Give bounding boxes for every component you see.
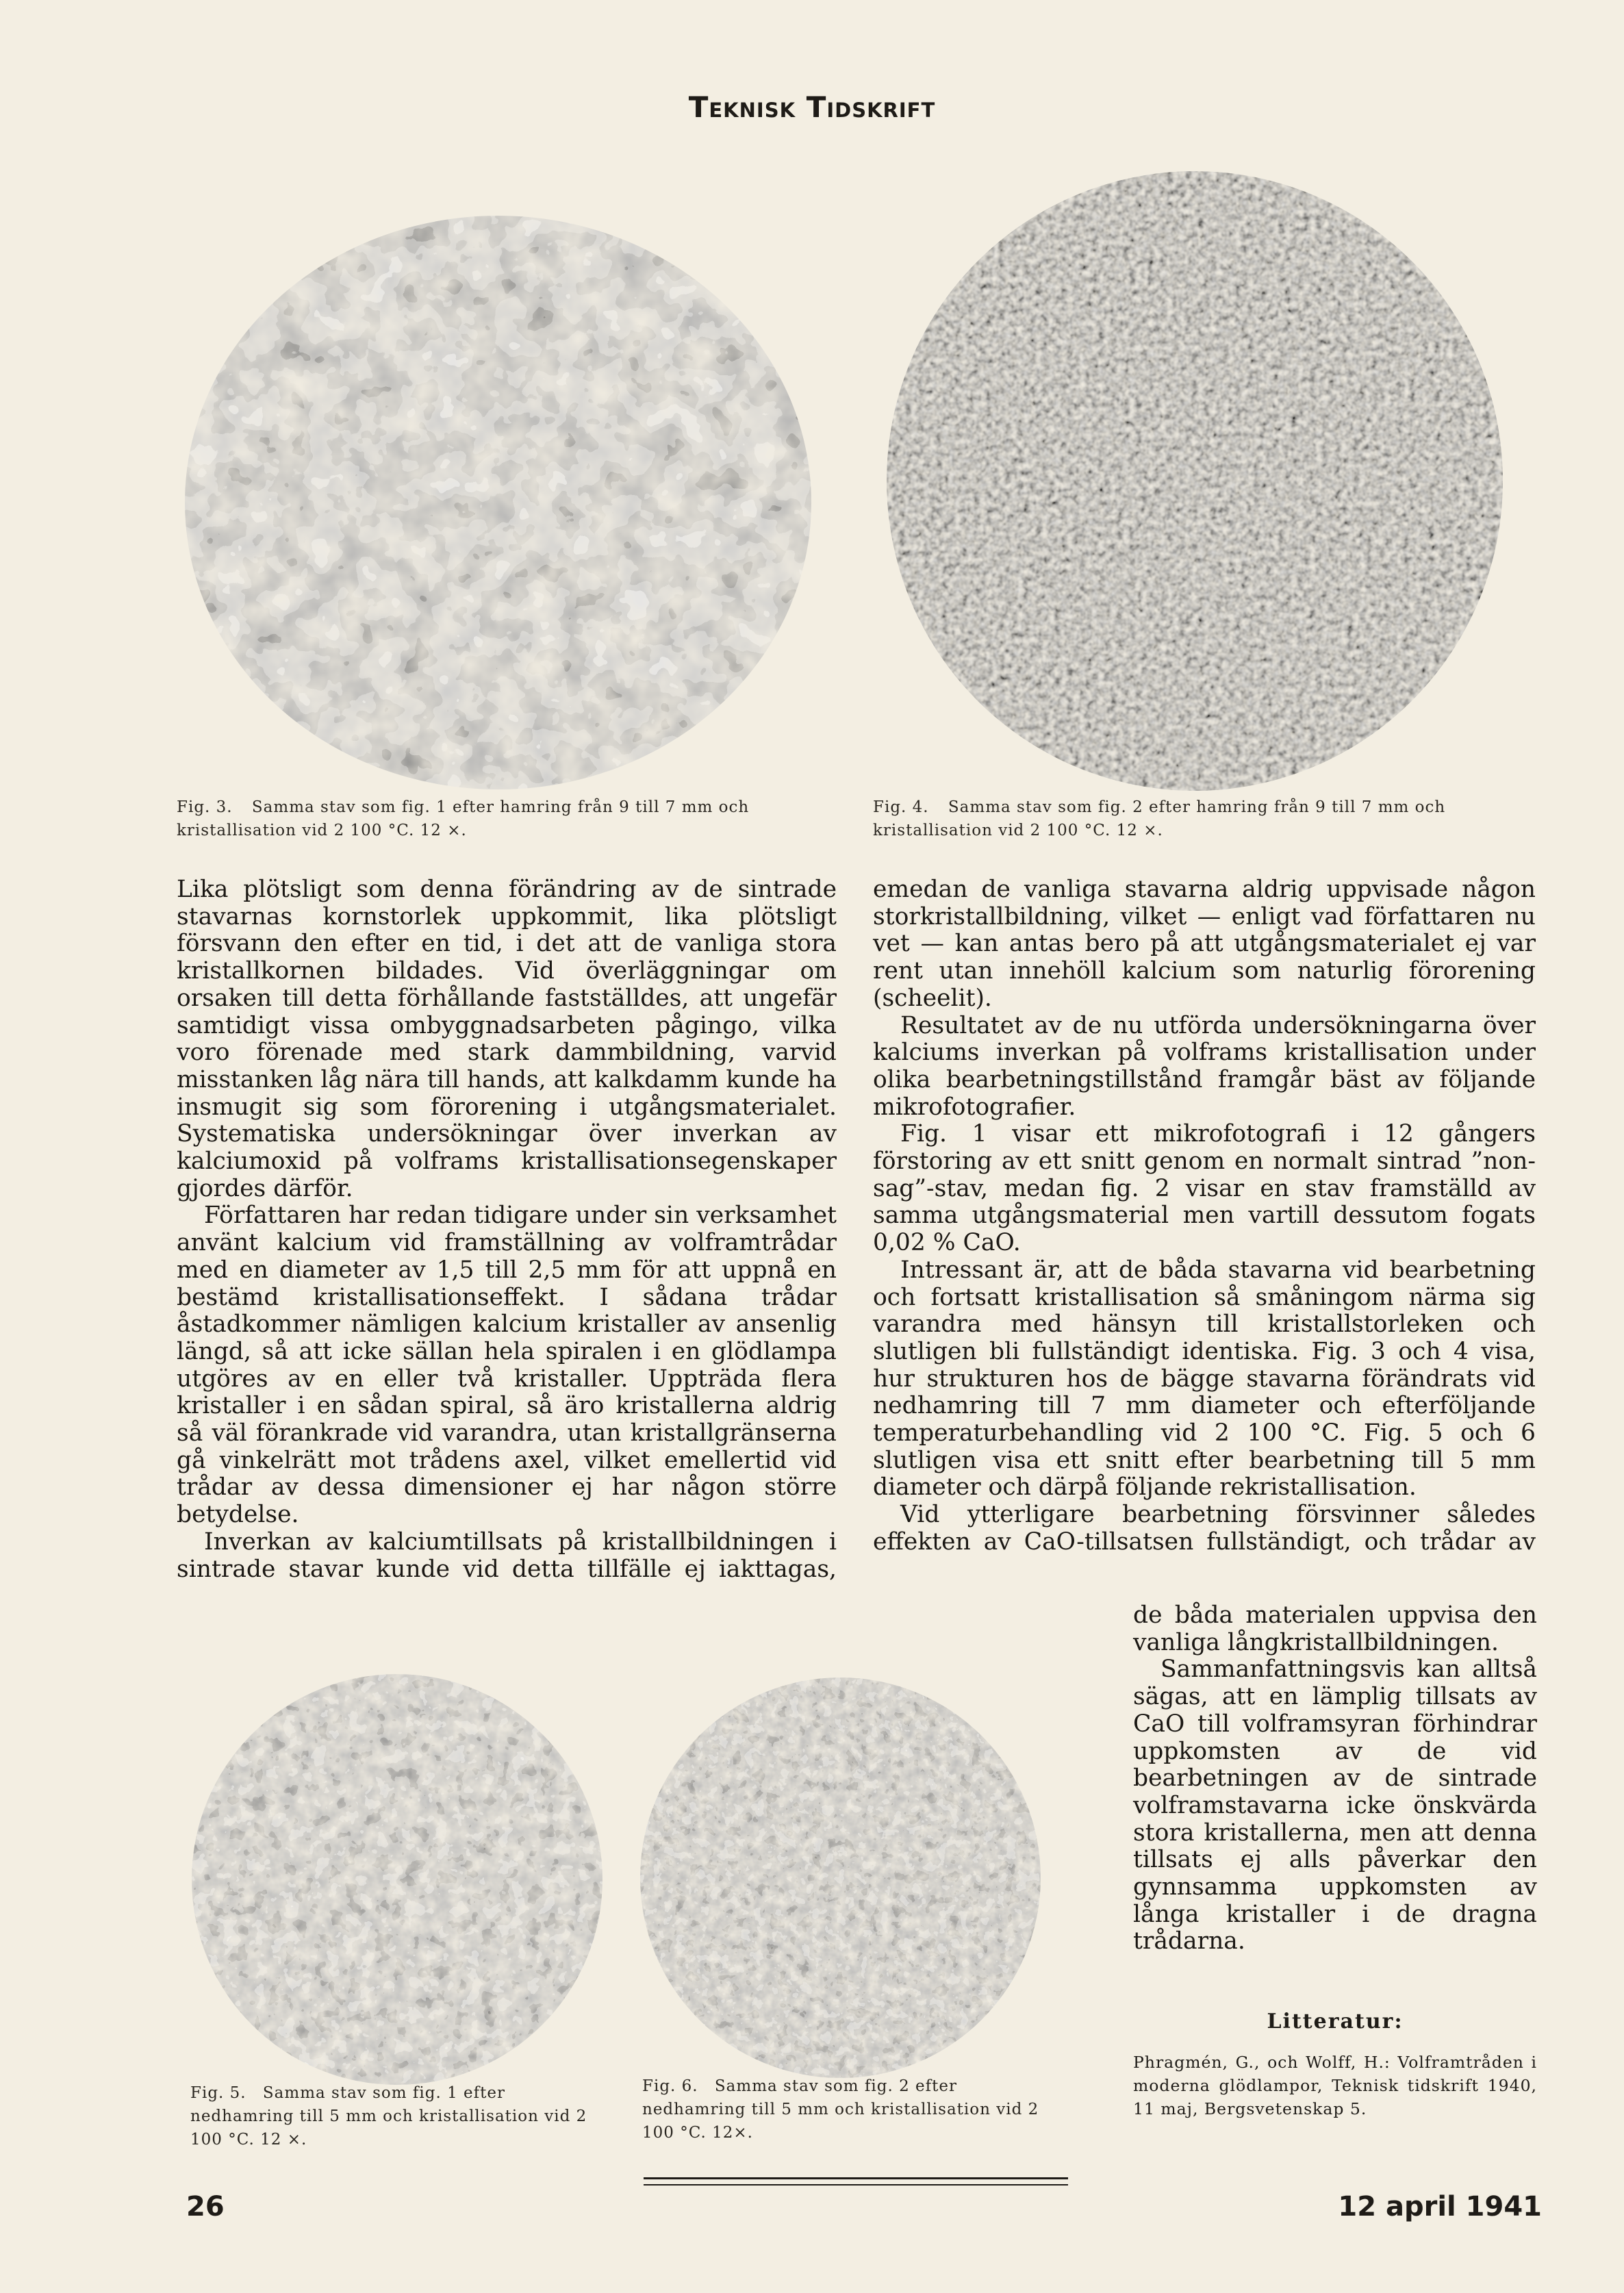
body-narrow-column <box>1133 1602 1537 1955</box>
paragraph: Författaren har redan tidigare under sin verksamhet använt kalcium vid framställning av volframtrådar med en diameter av 1,5 till 2,5 mm för att uppnå en bestämd kristallisationseffekt. I sådana trådar åstadkommer nämligen kalcium kristaller av ansenlig längd, så att icke sällan hela spiralen i en glödlampa utgöres av en eller två kristaller. Uppträda flera kristaller i en sådan spiral, så äro kristallerna aldrig så väl förankrade vid varandra, utan kristallgränserna gå vinkelrätt mot trådens axel, vilket emellertid vid trådar av dessa dimensioner ej har någon större betydelse. <box>177 1202 837 1529</box>
footer-rule <box>644 2184 1068 2186</box>
paragraph: Inverkan av kalciumtillsats på kristallbildningen i sintrade stavar kunde vid detta tillfälle ej iakttagas, <box>177 1528 837 1583</box>
caption-text: Samma stav som fig. 2 efter nedhamring till 5 mm och kristallisation vid 2 100 °C. 12×. <box>642 2077 1039 2142</box>
paragraph: Resultatet av de nu utförda undersökningarna över kalciums inverkan på volframs kristallisation under olika bearbetningstillstånd framgår bäst av följande mikrofotografier. <box>873 1011 1536 1121</box>
figure-4-micrograph <box>887 171 1503 791</box>
paragraph: Sammanfattningsvis kan alltså sägas, att en lämplig tillsats av CaO till volframsyran förhindrar uppkomsten av de vid bearbetningen av de sintrade volframstavarna icke önskvärda stora kristallerna, men att denna tillsats ej alls påverkar den gynnsamma uppkomsten av långa kristaller i de dragna trådarna. <box>1133 1656 1537 1955</box>
figure-6-caption <box>642 2075 1060 2144</box>
paragraph: Vid ytterligare bearbetning försvinner således effekten av CaO-tillsatsen fullständigt, och trådar av <box>873 1501 1536 1556</box>
journal-title: Teknisk Tidskrift <box>688 90 936 124</box>
paragraph: Intressant är, att de båda stavarna vid bearbetning och fortsatt kristallisation så småningom närma sig varandra med hänsyn till kristallstorleken och slutligen bli fullständigt identiska. Fig. 3 och 4 visa, hur strukturen hos de bägge stavarna förändrats vid nedhamring till 7 mm diameter och efterföljande temperaturbehandling vid 2 100 °C. Fig. 5 och 6 slutligen visa ett snitt efter bearbetning till 5 mm diameter och därpå följande rekristallisation. <box>873 1256 1536 1502</box>
literature-reference: Phragmén, G., och Wolff, H.: Volframtråden i moderna glödlampor, Teknisk tidskrift 1940, 11 maj, Bergsvetenskap 5. <box>1133 2053 1537 2118</box>
figure-label: Fig. 6. <box>642 2077 698 2095</box>
paragraph: emedan de vanliga stavarna aldrig uppvisade någon storkristallbildning, vilket — enligt vad författaren nu vet — kan antas bero på att utgångsmaterialet ej var rent utan innehöll kalcium som naturlig förorening (scheelit). <box>873 876 1536 1012</box>
figure-label: Fig. 5. <box>190 2084 246 2102</box>
caption-text: Samma stav som fig. 1 efter hamring från 9 till 7 mm och kristallisation vid 2 100 °C. 12 ×. <box>177 798 750 839</box>
figure-3-micrograph <box>185 216 811 789</box>
footer-rule <box>644 2177 1068 2179</box>
figure-label: Fig. 4. <box>873 798 929 816</box>
figure-5-caption <box>190 2081 608 2151</box>
figure-4-caption <box>873 796 1537 842</box>
paragraph: Lika plötsligt som denna förändring av de sintrade stavarnas kornstorlek uppkommit, lika plötsligt försvann den efter en tid, i det att de vanliga stora kristallkornen bildades. Vid överläggningar om orsaken till detta förhållande fastställdes, att ungefär samtidigt vissa ombyggnadsarbeten pågingo, vilka voro förenade med stark dammbildning, varvid misstanken låg nära till hands, att kalkdamm kunde ha insmugit sig som förorening i utgångsmaterialet. Systematiska undersökningar över inverkan av kalciumoxid på volframs kristallisationsegenskaper gjordes därför. <box>177 876 837 1202</box>
figure-5-micrograph <box>192 1674 602 2085</box>
figure-label: Fig. 3. <box>177 798 233 816</box>
body-right-column <box>873 876 1536 1556</box>
body-left-column <box>177 876 837 1583</box>
page-number: 26 <box>186 2191 225 2222</box>
paragraph: de båda materialen uppvisa den vanliga långkristallbildningen. <box>1133 1601 1537 1656</box>
issue-date: 12 april 1941 <box>1338 2191 1542 2222</box>
literature-heading: Litteratur: <box>1267 2010 1404 2034</box>
figure-6-micrograph <box>640 1677 1041 2078</box>
paragraph: Fig. 1 visar ett mikrofotografi i 12 gångers förstoring av ett snitt genom en normalt sintrad ”non-sag”-stav, medan fig. 2 visar en stav framställd av samma utgångsmaterial men vartill dessutom fogats 0,02 % CaO. <box>873 1120 1536 1257</box>
caption-text: Samma stav som fig. 2 efter hamring från 9 till 7 mm och kristallisation vid 2 100 °C. 12 ×. <box>873 798 1446 839</box>
caption-text: Samma stav som fig. 1 efter nedhamring till 5 mm och kristallisation vid 2 100 °C. 12 ×. <box>190 2084 587 2149</box>
figure-3-caption <box>177 796 841 842</box>
